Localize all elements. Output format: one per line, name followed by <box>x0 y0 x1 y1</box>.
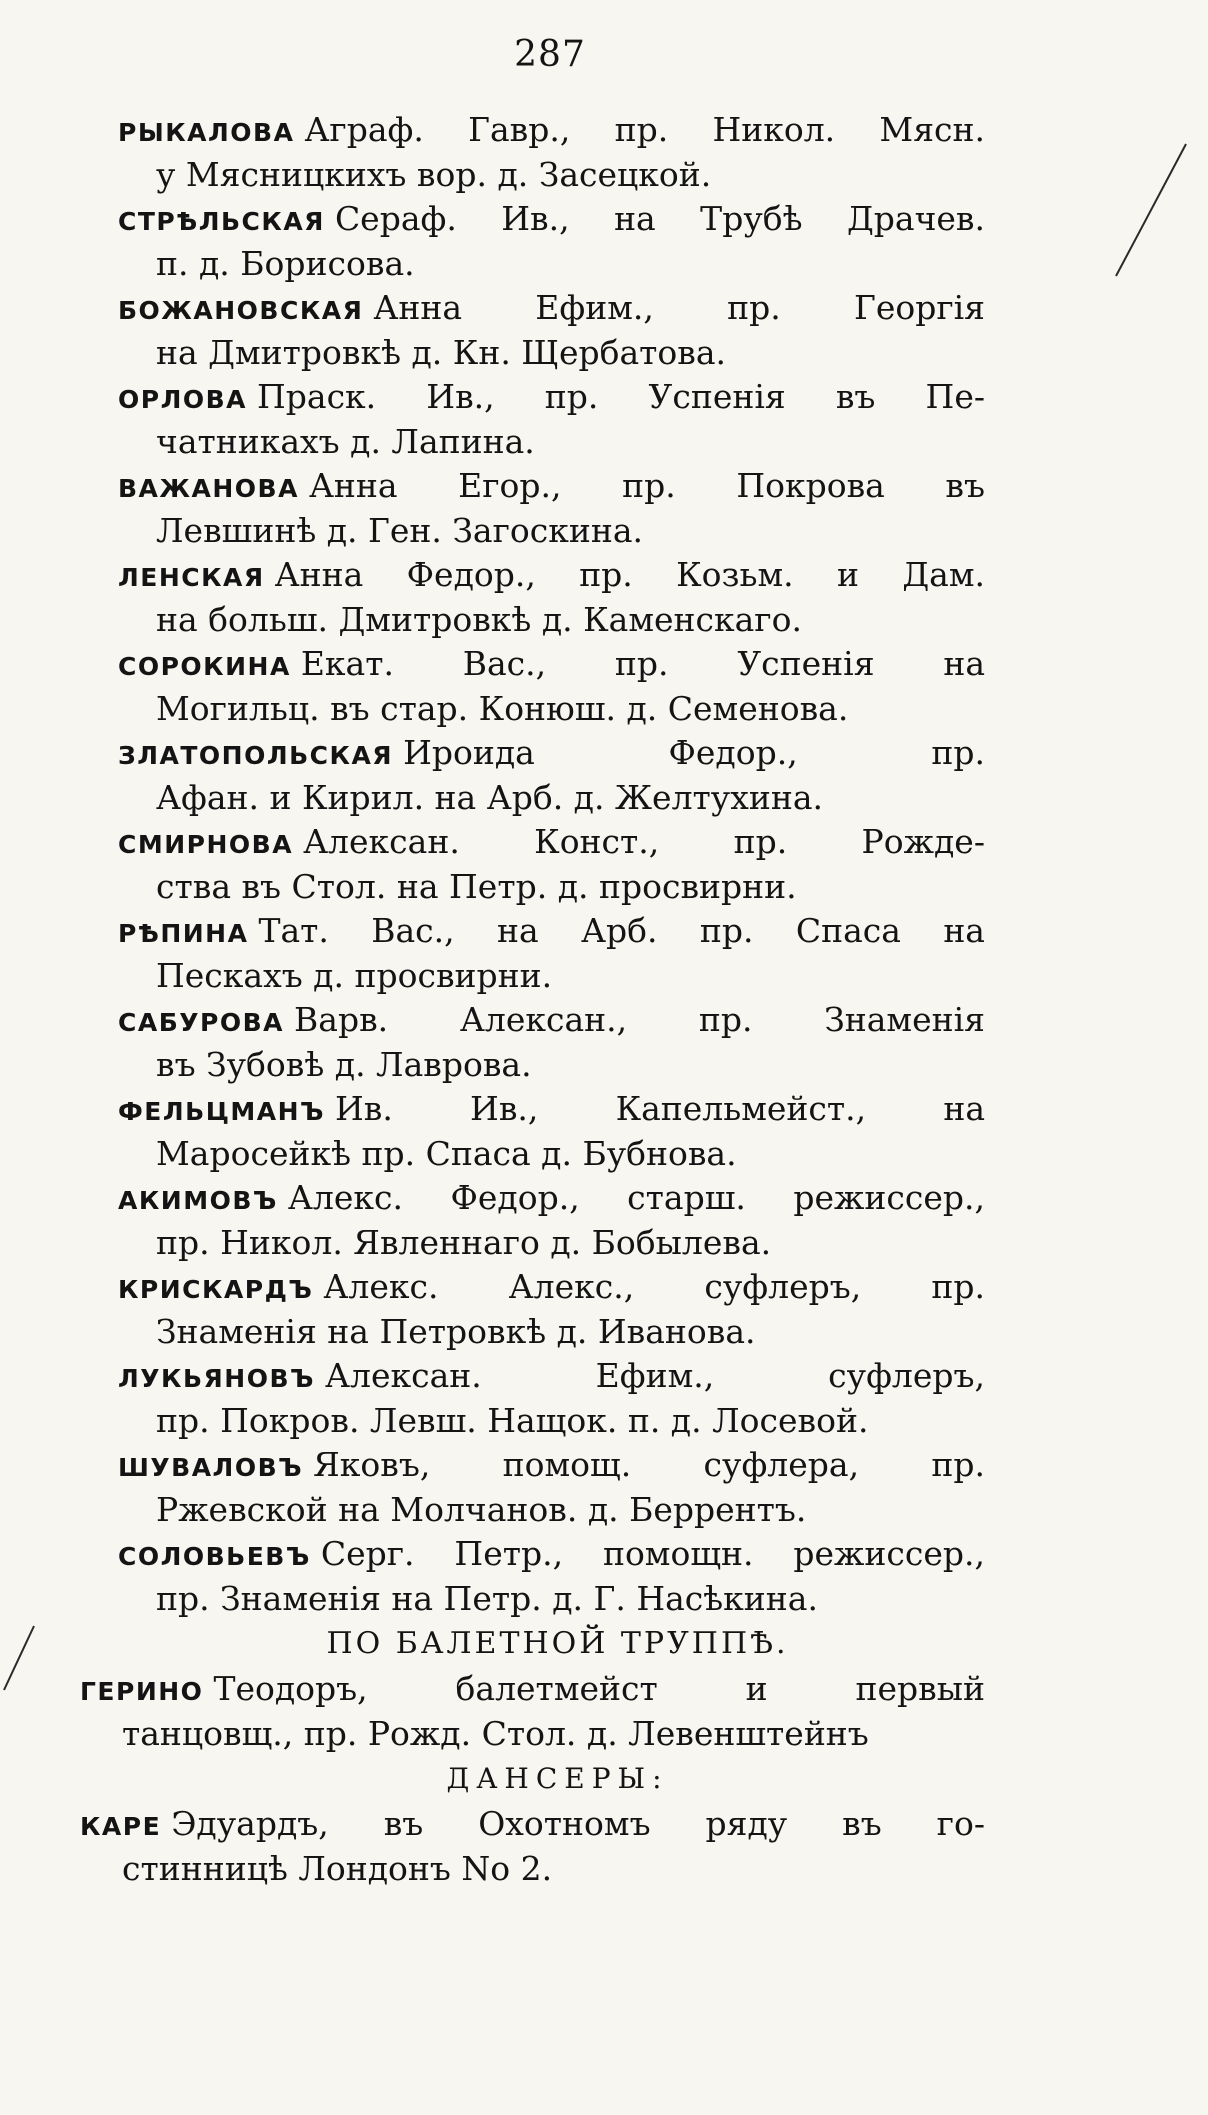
entry-first-line <box>70 197 985 242</box>
entry-sorokina <box>70 642 985 731</box>
entry-smirnova <box>70 820 985 909</box>
entry-continuation: ства въ Стол. на Петр. д. просвирни. <box>156 866 797 906</box>
entry-name: ФЕЛЬЦМАНЪ <box>118 1097 326 1126</box>
entry-continuation: п. д. Борисова. <box>156 243 415 283</box>
entry-text: Аграф. Гавр., пр. Никол. Мясн. <box>304 110 985 149</box>
entry-continuation: на больш. Дмитровкѣ д. Каменскаго. <box>156 599 802 639</box>
entry-strelskaya <box>70 197 985 286</box>
entry-text: Яковъ, помощ. суфлера, пр. <box>313 1445 985 1484</box>
entry-continuation: Маросейкѣ пр. Спаса д. Бубнова. <box>156 1133 737 1173</box>
entry-feltsman <box>70 1087 985 1176</box>
entry-first-line <box>70 1667 985 1712</box>
entry-first-line <box>70 375 985 420</box>
entry-zlatopolskaya <box>70 731 985 820</box>
entry-name: СОРОКИНА <box>118 652 291 681</box>
entry-continuation: въ Зубовѣ д. Лаврова. <box>156 1044 532 1084</box>
entry-first-line <box>70 286 985 331</box>
entry-rykalova <box>70 108 985 197</box>
entry-text: Анна Ефим., пр. Георгія <box>373 288 985 327</box>
entry-first-line <box>70 1532 985 1577</box>
margin-pen-stroke-left <box>0 1620 40 1700</box>
entry-akimov <box>70 1176 985 1265</box>
entry-name: АКИМОВЪ <box>118 1186 278 1215</box>
entry-first-line <box>70 553 985 598</box>
entry-text: Серг. Петр., помощн. режиссер., <box>320 1534 985 1573</box>
entry-name: РѢПИНА <box>118 919 249 948</box>
entry-name: ЛУКЬЯНОВЪ <box>118 1364 315 1393</box>
entry-name: ЗЛАТОПОЛЬСКАЯ <box>118 741 394 770</box>
entry-lenskaya <box>70 553 985 642</box>
entry-name: ШУВАЛОВЪ <box>118 1453 304 1482</box>
entry-text: Праск. Ив., пр. Успенія въ Пе- <box>257 377 985 416</box>
entry-continuation: Афан. и Кирил. на Арб. д. Желтухина. <box>156 777 823 817</box>
entry-first-line <box>70 1176 985 1221</box>
entry-name: ВАЖАНОВА <box>118 474 299 503</box>
entry-name: КРИСКАРДЪ <box>118 1275 314 1304</box>
entry-continuation: танцовщ., пр. Рожд. Стол. д. Левенштейнъ <box>122 1713 869 1753</box>
entry-first-line <box>70 642 985 687</box>
entry-continuation: пр. Знаменія на Петр. д. Г. Насѣкина. <box>156 1578 818 1618</box>
entry-name: КАРЕ <box>80 1812 162 1841</box>
section-heading: ПО БАЛЕТНОЙ ТРУППѢ. <box>326 1626 789 1661</box>
entry-name: ЛЕНСКАЯ <box>118 563 265 592</box>
entry-continuation: Пескахъ д. просвирни. <box>156 955 553 995</box>
entry-name: РЫКАЛОВА <box>118 118 295 147</box>
entry-vazhanova <box>70 464 985 553</box>
entry-shuvalov <box>70 1443 985 1532</box>
entry-continuation: у Мясницкихъ вор. д. Засецкой. <box>156 154 712 194</box>
entry-text: Ироида Федор., пр. <box>403 733 985 772</box>
entry-continuation: Могильц. въ стар. Конюш. д. Семенова. <box>156 688 849 728</box>
entry-first-line <box>70 731 985 776</box>
entry-continuation: стинницѣ Лондонъ No 2. <box>122 1848 553 1888</box>
entry-continuation: пр. Никол. Явленнаго д. Бобылева. <box>156 1222 772 1262</box>
entry-text: Алекс. Федор., старш. режиссер., <box>287 1178 985 1217</box>
margin-pen-stroke-right <box>1110 140 1190 280</box>
entry-text: Сераф. Ив., на Трубѣ Драчев. <box>334 199 985 238</box>
entry-first-line <box>70 464 985 509</box>
entry-first-line <box>70 1265 985 1310</box>
entry-name: ОРЛОВА <box>118 385 247 414</box>
entry-text: Анна Егор., пр. Покрова въ <box>308 466 985 505</box>
entry-text: Тат. Вас., на Арб. пр. Спаса на <box>258 911 985 950</box>
entry-kriskard <box>70 1265 985 1354</box>
entry-continuation: Левшинѣ д. Ген. Загоскина. <box>156 510 644 550</box>
entry-text: Екат. Вас., пр. Успенія на <box>300 644 985 683</box>
entry-name: СТРѢЛЬСКАЯ <box>118 207 325 236</box>
entry-orlova <box>70 375 985 464</box>
entries-list <box>70 108 985 1891</box>
entry-repina <box>70 909 985 998</box>
entry-name: БОЖАНОВСКАЯ <box>118 296 364 325</box>
entry-name: СОЛОВЬЕВЪ <box>118 1542 311 1571</box>
entry-first-line <box>70 1443 985 1488</box>
entry-text: Ив. Ив., Капельмейст., на <box>335 1089 985 1128</box>
entry-bozhanovskaya <box>70 286 985 375</box>
entry-continuation: Знаменія на Петровкѣ д. Иванова. <box>156 1311 756 1351</box>
entry-text: Теодоръ, балетмейст и первый <box>213 1669 985 1708</box>
entry-first-line <box>70 998 985 1043</box>
entry-name: СМИРНОВА <box>118 830 294 859</box>
entry-text: Алексан. Ефим., суфлеръ, <box>325 1356 985 1395</box>
entry-continuation: Ржевской на Молчанов. д. Беррентъ. <box>156 1489 807 1529</box>
entry-first-line <box>70 1087 985 1132</box>
entry-gerino <box>70 1667 985 1756</box>
entry-first-line <box>70 1802 985 1847</box>
entry-text: Эдуардъ, въ Охотномъ ряду въ го- <box>171 1804 985 1843</box>
entry-continuation: чатникахъ д. Лапина. <box>156 421 535 461</box>
entry-saburova <box>70 998 985 1087</box>
entry-name: САБУРОВА <box>118 1008 285 1037</box>
entry-first-line <box>70 108 985 153</box>
page-number: 287 <box>514 34 586 75</box>
entry-text: Анна Федор., пр. Козьм. и Дам. <box>274 555 985 594</box>
entry-continuation: на Дмитровкѣ д. Кн. Щербатова. <box>156 332 727 372</box>
entry-text: Варв. Алексан., пр. Знаменія <box>294 1000 985 1039</box>
subsection-heading: ДАНСЕРЫ: <box>446 1762 669 1795</box>
entry-solovyev <box>70 1532 985 1621</box>
entry-text: Алексан. Конст., пр. Рожде- <box>303 822 985 861</box>
entry-kare <box>70 1802 985 1891</box>
entry-lukyanov <box>70 1354 985 1443</box>
entry-first-line <box>70 909 985 954</box>
entry-first-line <box>70 1354 985 1399</box>
entry-first-line <box>70 820 985 865</box>
entry-text: Алекс. Алекс., суфлеръ, пр. <box>323 1267 985 1306</box>
entry-continuation: пр. Покров. Левш. Нащок. п. д. Лосевой. <box>156 1400 869 1440</box>
entry-name: ГЕРИНО <box>80 1677 204 1706</box>
